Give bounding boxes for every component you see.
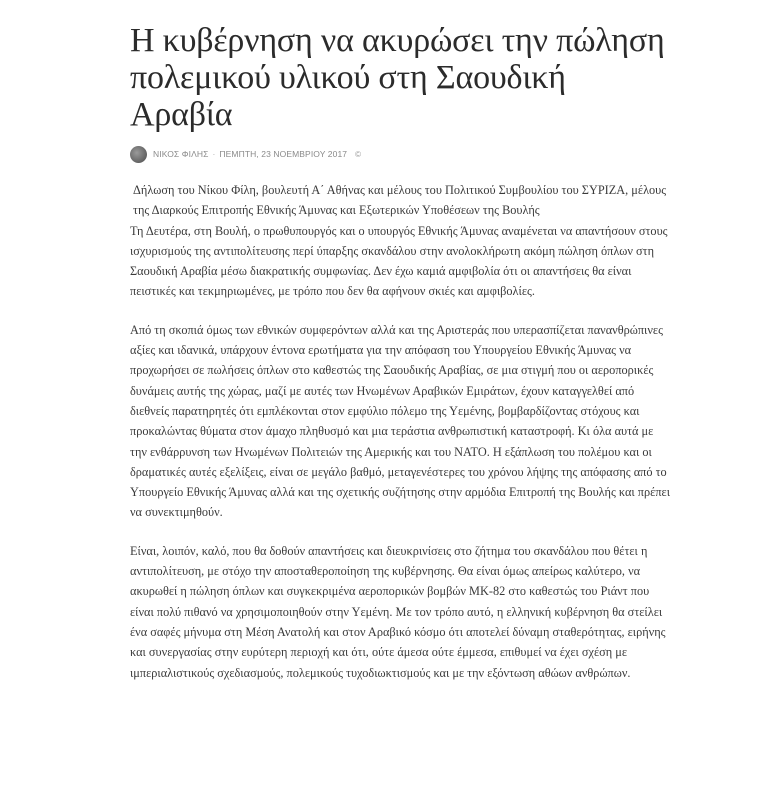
article-body (130, 180, 670, 683)
meta-separator: · (212, 149, 216, 159)
author-avatar[interactable] (130, 146, 147, 163)
article-title: Η κυβέρνηση να ακυρώσει την πώληση πολεμικού υλικού στη Σαουδική Αραβία (130, 22, 665, 133)
article (130, 22, 670, 701)
publish-date: ΠΕΜΠΤΗ, 23 ΝΟΕΜΒΡΙΟΥ 2017 (219, 149, 348, 159)
article-paragraph: Από τη σκοπιά όμως των εθνικών συμφερόντων αλλά και της Αριστεράς που υπερασπίζεται πανανθρώπινες αξίες και ιδανικά, υπάρχουν έντονα ερωτήματα για την απόφαση του Υπουργείου Εθνικής Άμυνας να προχωρήσει σε πωλήσεις όπλων στο καθεστώς της Σαουδικής Αραβίας, σε μια στιγμή που οι αεροπορικές δυνάμεις αυτής της χώρας, μαζί με αυτές των Ηνωμένων Αραβικών Εμιράτων, έχουν καταγγελθεί από διεθνείς παρατηρητές ότι εμπλέκονται στον εμφύλιο πόλεμο της Υεμένης, βομβαρδίζοντας στόχους και προκαλώντας θύματα στον άμαχο πληθυσμό και μια τεράστια ανθρωπιστική καταστροφή. Κι όλα αυτά με την ενθάρρυνση των Ηνωμένων Πολιτειών της Αμερικής και του ΝΑΤΟ. Η εξάπλωση του πολέμου και οι δραματικές αυτές εξελίξεις, είναι σε μεγάλο βαθμό, μεταγενέστερες του χρόνου λήψης της απόφασης από το Υπουργείο Εθνικής Άμυνας αλλά και της σχετικής συζήτησης στην αρμόδια Επιτροπή της Βουλής και πρέπει να συνεκτιμηθούν. (130, 322, 670, 520)
article-meta (130, 144, 670, 164)
article-paragraph: Τη Δευτέρα, στη Βουλή, ο πρωθυπουργός και ο υπουργός Εθνικής Άμυνας αναμένεται να απαντήσουν στους ισχυρισμούς της αντιπολίτευσης περί ύπαρξης σκανδάλου στην ανολοκλήρωτη ακόμη πώληση όπλων στη Σαουδική Αραβία μέσω διακρατικής συμφωνίας. Δεν έχω καμιά αμφιβολία ότι οι απαντήσεις θα είναι πειστικές και τεκμηριωμένες, με τρόπο που δεν θα αφήνουν σκιές και αμφιβολίες. (130, 223, 668, 299)
comment-icon[interactable]: © (355, 149, 362, 159)
article-paragraph: Είναι, λοιπόν, καλό, που θα δοθούν απαντήσεις και διευκρινίσεις στο ζήτημα του σκανδάλου που θέτει η αντιπολίτευση, με στόχο την αποσταθεροποίηση της κυβέρνησης. Θα είναι όμως απείρως καλύτερο, να ακυρωθεί η πώληση όπλων και συγκεκριμένα αεροπορικών βομβών ΜΚ-82 στο καθεστώς του Ριάντ που είναι πολύ πιθανό να χρησιμοποιηθούν στην Υεμένη. Με τον τρόπο αυτό, η ελληνική κυβέρνηση θα στείλει ένα σαφές μήνυμα στη Μέση Ανατολή και στον Αραβικό κόσμο ότι αποτελεί δύναμη σταθερότητας, ειρήνης και συνεργασίας στην ευρύτερη περιοχή και ότι, ούτε άμεσα ούτε έμμεσα, επιθυμεί να έχει σχέση με ιμπεριαλιστικούς σχεδιασμούς, πολεμικούς τυχοδιωκτισμούς και με την εξόντωση αθώων ανθρώπων. (130, 543, 666, 680)
author-name[interactable]: ΝΙΚΟΣ ΦΙΛΗΣ (153, 149, 209, 159)
article-intro: Δήλωση του Νίκου Φίλη, βουλευτή Α΄ Αθήνας και μέλους του Πολιτικού Συμβουλίου του ΣΥΡΙΖΑ, μέλους της Διαρκούς Επιτροπής Εθνικής Άμυνας και Εξωτερικών Υποθέσεων της Βουλής (133, 183, 667, 218)
